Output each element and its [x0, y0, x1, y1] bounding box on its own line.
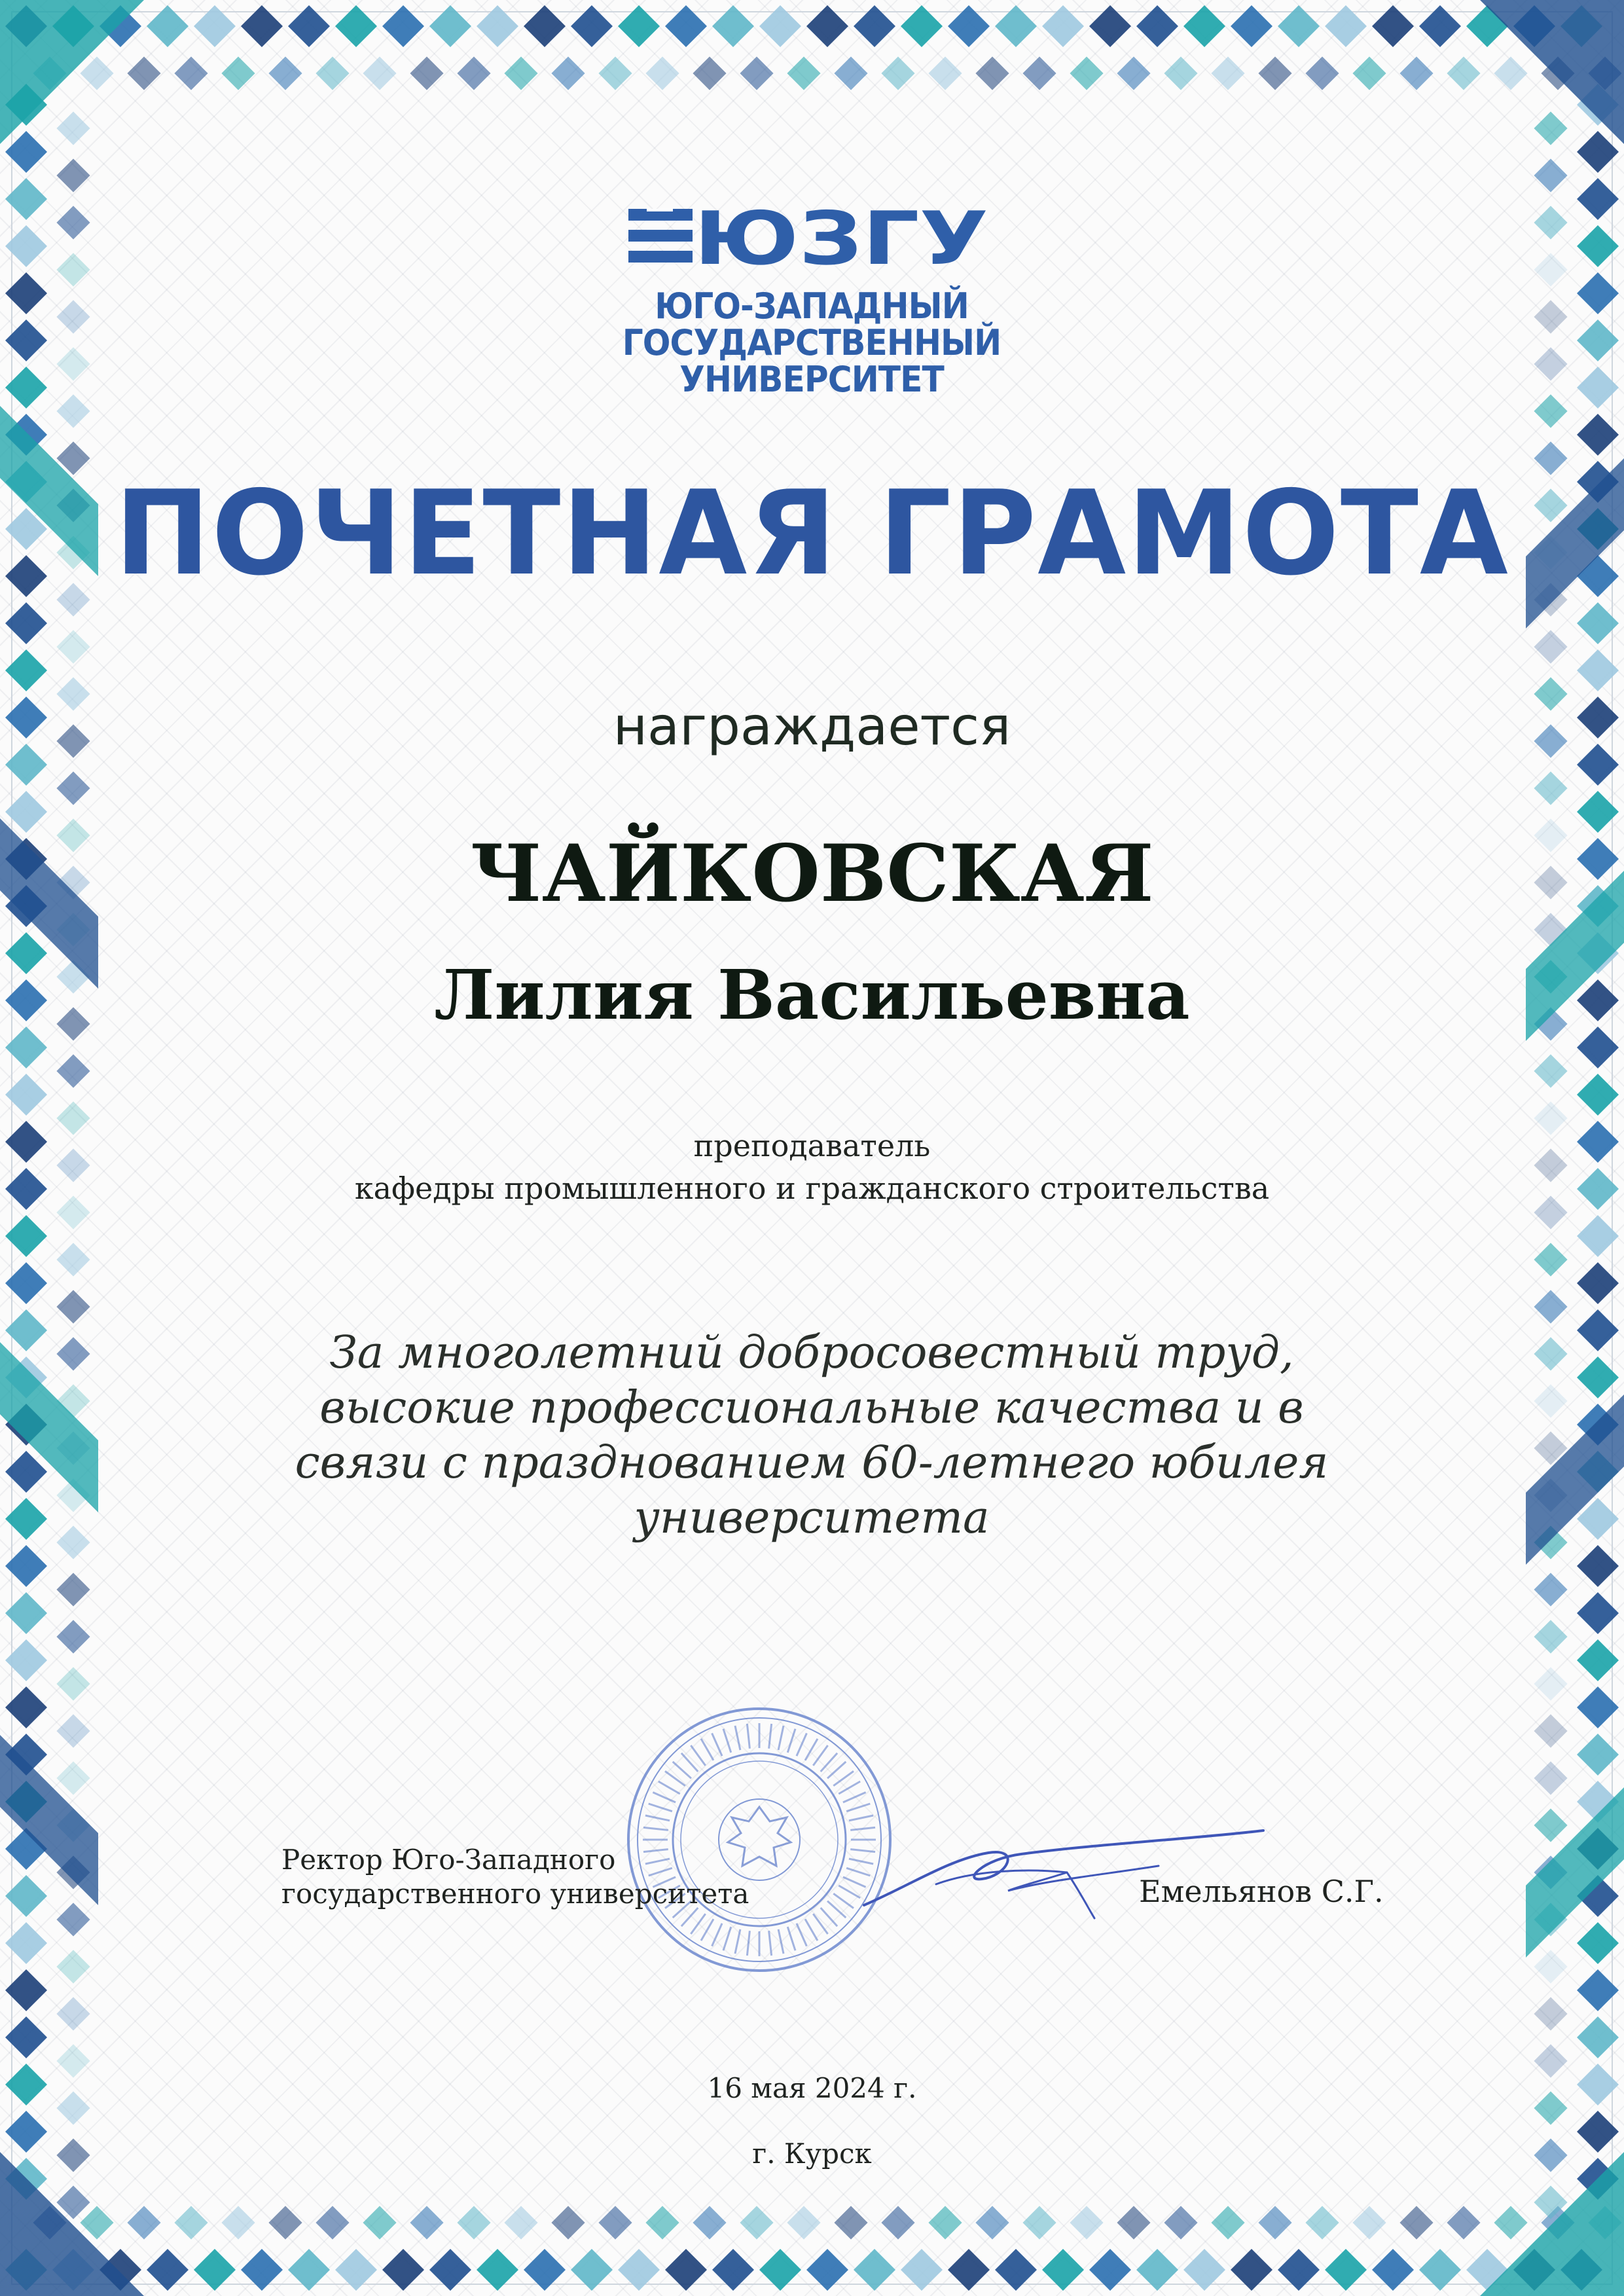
border-band — [0, 2152, 144, 2296]
border-diamond — [127, 56, 160, 90]
seal-tick — [723, 1729, 731, 1753]
border-diamond — [56, 1337, 90, 1370]
award-reason — [288, 1326, 1335, 1546]
border-diamond — [56, 347, 90, 380]
border-diamond — [1211, 2206, 1244, 2239]
border-diamond — [1447, 56, 1480, 90]
border-diamond — [56, 1997, 90, 2030]
border-diamond — [1022, 2206, 1056, 2239]
border-diamond — [457, 2206, 490, 2239]
border-band — [1526, 1394, 1624, 1565]
border-diamond — [834, 56, 867, 90]
seal-tick — [691, 1914, 705, 1934]
border-diamond — [693, 2206, 726, 2239]
border-diamond — [787, 56, 820, 90]
border-diamond — [56, 1290, 90, 1323]
border-diamond — [56, 1714, 90, 1747]
border-diamond — [834, 2206, 867, 2239]
border-diamond — [1534, 1243, 1567, 1276]
border-diamond — [457, 56, 490, 90]
border-diamond — [56, 206, 90, 239]
border-diamond — [504, 2206, 537, 2239]
border-diamond — [1399, 56, 1433, 90]
border-diamond — [56, 1243, 90, 1276]
border-diamond — [56, 1903, 90, 1936]
border-diamond — [410, 2206, 443, 2239]
border-diamond — [56, 771, 90, 805]
border-diamond — [1494, 2206, 1527, 2239]
seal-tick — [821, 1753, 837, 1772]
recipient-position: преподаватель — [693, 1128, 931, 1163]
seal-tick — [833, 1771, 854, 1785]
signatory-title — [281, 1843, 749, 1911]
border-diamond — [1534, 253, 1567, 286]
border-diamond — [56, 1761, 90, 1795]
border-diamond — [1352, 2206, 1386, 2239]
seal-tick — [843, 1793, 866, 1802]
border-diamond — [598, 56, 632, 90]
seal-tick — [747, 1724, 749, 1749]
border-diamond — [1258, 2206, 1291, 2239]
border-diamond — [1534, 1054, 1567, 1087]
border-diamond — [127, 2206, 160, 2239]
border-diamond — [1211, 56, 1244, 90]
award-reason-line: университета — [634, 1492, 990, 1544]
border-diamond — [1534, 1997, 1567, 2030]
border-diamond — [174, 56, 208, 90]
border-diamond — [645, 2206, 679, 2239]
border-diamond — [1534, 1573, 1567, 1606]
border-diamond — [645, 56, 679, 90]
border-diamond — [56, 1620, 90, 1653]
border-band — [1526, 1787, 1624, 1958]
recipient-department: кафедры промышленного и гражданского строительства — [354, 1171, 1270, 1206]
border-diamond — [1534, 1714, 1567, 1747]
seal-tick — [805, 1919, 818, 1941]
border-diamond — [1258, 56, 1291, 90]
border-diamond — [56, 1950, 90, 1983]
border-diamond — [928, 2206, 962, 2239]
seal-tick — [827, 1901, 846, 1918]
university-name-line: ГОСУДАРСТВЕННЫЙ — [622, 322, 1001, 363]
border-diamond — [1352, 56, 1386, 90]
seal-tick — [653, 1793, 676, 1802]
border-diamond — [1070, 56, 1103, 90]
border-diamond — [56, 394, 90, 428]
border-diamond — [80, 2206, 113, 2239]
border-diamond — [316, 2206, 349, 2239]
university-name-line: ЮГО-ЗАПАДНЫЙ — [655, 285, 969, 327]
border-diamond — [1164, 56, 1197, 90]
seal-tick — [645, 1815, 670, 1821]
university-logo — [628, 200, 995, 272]
issue-city: г. Курск — [752, 2138, 872, 2170]
seal-tick — [723, 1927, 731, 1950]
border-diamond — [1070, 2206, 1103, 2239]
seal-tick — [805, 1739, 818, 1760]
border-diamond — [1534, 1337, 1567, 1370]
border-diamond — [1117, 56, 1150, 90]
seal-tick — [813, 1745, 827, 1766]
border-diamond — [975, 56, 1009, 90]
border-diamond — [316, 56, 349, 90]
border-diamond — [1117, 2206, 1150, 2239]
signatory-name: Емельянов С.Г. — [1139, 1874, 1384, 1909]
seal-tick — [769, 1931, 772, 1956]
border-diamond — [1305, 56, 1339, 90]
seal-tick — [813, 1914, 827, 1934]
border-diamond — [1534, 1761, 1567, 1795]
seal-tick — [701, 1739, 713, 1760]
border-diamond — [56, 300, 90, 333]
border-diamond — [410, 56, 443, 90]
border-diamond — [1494, 56, 1527, 90]
border-diamond — [1534, 158, 1567, 192]
border-diamond — [1534, 347, 1567, 380]
border-diamond — [504, 56, 537, 90]
signatory-title-line: Ректор Юго-Западного — [281, 1844, 616, 1876]
border-diamond — [740, 56, 773, 90]
seal-tick — [797, 1923, 806, 1946]
seal-tick — [659, 1781, 680, 1794]
seal-tick — [712, 1733, 722, 1756]
seal-tick — [665, 1771, 685, 1785]
border-diamond — [174, 2206, 208, 2239]
border-diamond — [363, 56, 396, 90]
border-diamond — [551, 2206, 585, 2239]
border-diamond — [1534, 771, 1567, 805]
issue-date: 16 мая 2024 г. — [707, 2072, 917, 2104]
border-diamond — [1305, 2206, 1339, 2239]
border-diamond — [1447, 2206, 1480, 2239]
seal-tick — [821, 1908, 837, 1926]
seal-tick — [769, 1724, 772, 1749]
border-diamond — [551, 56, 585, 90]
border-diamond — [268, 2206, 302, 2239]
border-diamond — [56, 1667, 90, 1700]
university-name-line: УНИВЕРСИТЕТ — [679, 359, 944, 400]
award-reason-line: связи с празднованием 60-летнего юбилея — [295, 1437, 1329, 1489]
seal-tick — [691, 1745, 705, 1766]
seal-tick — [701, 1919, 713, 1941]
awarded-label: награждается — [613, 696, 1011, 757]
border-diamond — [1534, 1384, 1567, 1417]
border-diamond — [598, 2206, 632, 2239]
border-diamond — [56, 253, 90, 286]
border-band — [0, 1342, 98, 1512]
seal-tick — [681, 1753, 698, 1772]
recipient-given-names: Лилия Васильевна — [434, 955, 1190, 1035]
seal-tick — [827, 1762, 846, 1778]
border-diamond — [1399, 2206, 1433, 2239]
seal-tick — [787, 1927, 795, 1950]
border-diamond — [1022, 56, 1056, 90]
seal-tick — [735, 1726, 740, 1750]
border-diamond — [56, 158, 90, 192]
border-diamond — [740, 2206, 773, 2239]
border-diamond — [1534, 1290, 1567, 1323]
award-reason-line: высокие профессиональные качества и в — [319, 1382, 1304, 1434]
border-diamond — [1534, 1620, 1567, 1653]
border-diamond — [1534, 1808, 1567, 1842]
seal-tick — [735, 1929, 740, 1954]
seal-tick — [778, 1929, 784, 1954]
seal-tick — [787, 1729, 795, 1753]
recipient-surname: ЧАЙКОВСКАЯ — [470, 828, 1154, 920]
seal-tick — [712, 1923, 722, 1946]
border-diamond — [693, 56, 726, 90]
border-diamond — [56, 1525, 90, 1559]
seal-tick — [747, 1931, 749, 1956]
document-title: ПОЧЕТНАЯ ГРАМОТА — [115, 465, 1509, 601]
signatory-title-line: государственного университета — [281, 1878, 749, 1910]
border-band — [0, 1735, 98, 1905]
border-diamond — [268, 56, 302, 90]
border-diamond — [363, 2206, 396, 2239]
seal-tick — [643, 1827, 668, 1830]
border-diamond — [1534, 1667, 1567, 1700]
border-diamond — [1534, 1950, 1567, 1983]
award-reason-line: За многолетний добросовестный труд, — [329, 1327, 1294, 1379]
border-diamond — [787, 2206, 820, 2239]
border-diamond — [221, 2206, 255, 2239]
border-diamond — [1534, 206, 1567, 239]
border-diamond — [80, 56, 113, 90]
seal-tick — [649, 1804, 672, 1812]
border-diamond — [221, 56, 255, 90]
border-diamond — [56, 111, 90, 145]
seal-tick — [797, 1733, 806, 1756]
border-diamond — [881, 56, 914, 90]
university-name — [605, 285, 1019, 400]
border-diamond — [1164, 2206, 1197, 2239]
border-diamond — [1534, 394, 1567, 428]
border-diamond — [1534, 300, 1567, 333]
border-diamond — [56, 630, 90, 663]
border-diamond — [56, 1054, 90, 1087]
border-diamond — [56, 1573, 90, 1606]
seal-tick — [839, 1781, 860, 1794]
border-diamond — [1534, 630, 1567, 663]
border-diamond — [881, 2206, 914, 2239]
border-diamond — [928, 56, 962, 90]
border-diamond — [975, 2206, 1009, 2239]
border-diamond — [1534, 111, 1567, 145]
seal-tick — [778, 1726, 784, 1750]
seal-tick — [673, 1762, 691, 1778]
logo-wordmark: ЮЗГУ — [694, 200, 988, 272]
